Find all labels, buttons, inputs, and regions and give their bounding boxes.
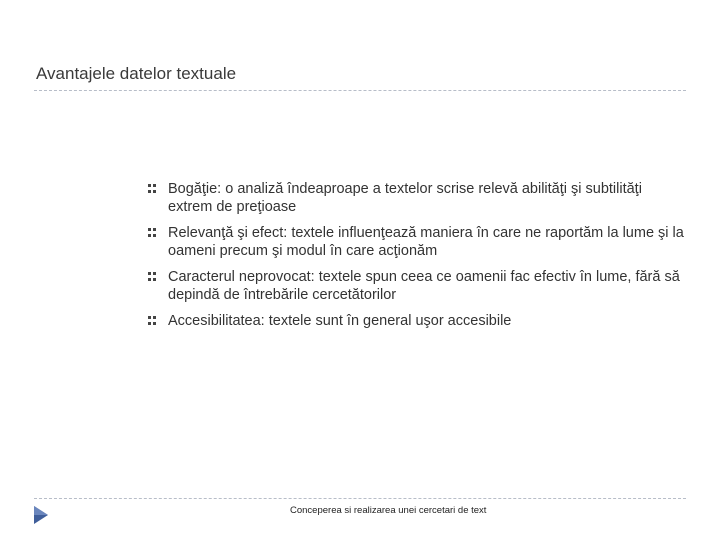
bullet-item (148, 224, 688, 260)
play-arrow-icon[interactable] (33, 505, 49, 525)
square-grid-bullet-icon (148, 228, 156, 237)
title-divider (34, 90, 686, 91)
square-grid-bullet-icon (148, 316, 156, 325)
bullet-text: Caracterul neprovocat: textele spun ceea ce oamenii fac efectiv în lume, fără să depindă de întrebările cercetătorilor (168, 269, 680, 303)
bullet-text: Accesibilitatea: textele sunt în general uşor accesibile (168, 313, 512, 329)
bullet-item (148, 312, 688, 330)
square-grid-bullet-icon (148, 184, 156, 193)
square-grid-bullet-icon (148, 272, 156, 281)
footer-text: Conceperea si realizarea unei cercetari de text (290, 505, 487, 516)
bullet-text: Bogăţie: o analiză îndeaproape a textelor scrise relevă abilităţi şi subtilităţi extrem de preţioase (168, 181, 642, 215)
bullet-item (148, 268, 688, 304)
bullet-item (148, 180, 688, 216)
bullet-list (148, 180, 688, 338)
slide-title: Avantajele datelor textuale (36, 64, 237, 83)
footer-divider (34, 498, 686, 499)
bullet-text: Relevanţă şi efect: textele influenţează maniera în care ne raportăm la lume şi la oameni precum şi modul în care acţionăm (168, 225, 684, 259)
